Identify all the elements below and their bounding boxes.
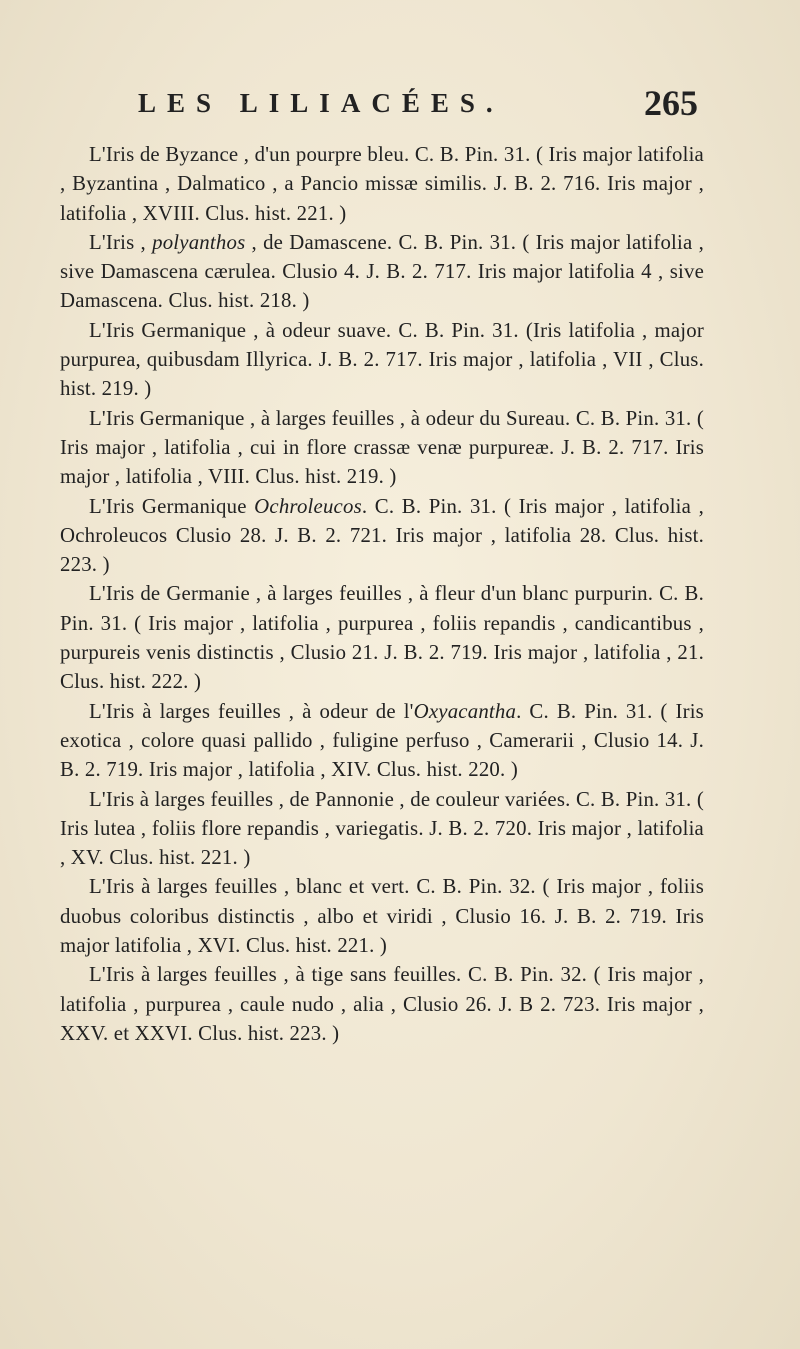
entry-italic-text: Ochroleucos	[254, 494, 362, 518]
iris-entry-3	[60, 316, 704, 404]
entry-text-tail: . C. B. Pin. 31. ( Iris exotica , colore quasi pallido , fuligine perfuso , Camerarii , Clusio 14. J. B. 2. 719. Iris major , latifolia , XIV. Clus. hist. 220. )	[60, 699, 704, 782]
iris-entry-1	[60, 140, 704, 228]
iris-entry-10	[60, 960, 704, 1048]
entry-text: L'Iris de Byzance , d'un pourpre bleu. C. B. Pin. 31. ( Iris major latifolia , Byzantina , Dalmatico , a Pancio missæ similis. J. B. 2. 716. Iris major , latifolia , XVIII. Clus. hist. 221. )	[60, 143, 704, 225]
iris-entry-9	[60, 872, 704, 960]
iris-entry-7	[60, 697, 704, 785]
entry-text: L'Iris Germanique , à odeur suave. C. B. Pin. 31. (Iris latifolia , major purpurea, quibusdam Illyrica. J. B. 2. 717. Iris major , latifolia , VII , Clus. hist. 219. )	[60, 318, 704, 401]
iris-entry-5	[60, 492, 704, 580]
entry-text: L'Iris à larges feuilles , à tige sans feuilles. C. B. Pin. 32. ( Iris major , latifolia , purpurea , caule nudo , alia , Clusio 26. J. B 2. 723. Iris major , XXV. et XXVI. Clus. hist. 223. )	[60, 963, 704, 1045]
iris-entry-4	[60, 404, 704, 492]
entry-text: L'Iris à larges feuilles , blanc et vert. C. B. Pin. 32. ( Iris major , foliis duobus coloribus distinctis , albo et viridi , Clusio 16. J. B. 2. 719. Iris major latifolia , XVI. Clus. hist. 221. )	[60, 875, 704, 958]
iris-entry-8	[60, 785, 704, 873]
page-body	[60, 140, 704, 1048]
entry-text-tail: . C. B. Pin. 31. ( Iris major , latifolia , Ochroleucos Clusio 28. J. B. 2. 721. Iris major , latifolia 28. Clus. hist. 223. )	[60, 494, 704, 577]
running-title: LES LILIACÉES.	[138, 88, 504, 118]
entry-text: L'Iris Germanique , à larges feuilles , à odeur du Sureau. C. B. Pin. 31. ( Iris major , latifolia , cui in flore crassæ venæ purpureæ. J. B. 2. 717. Iris major , latifolia , VIII. Clus. hist. 219. )	[60, 406, 704, 489]
iris-entry-6	[60, 579, 704, 696]
entry-italic-text: Oxyacantha	[413, 699, 517, 723]
running-header	[138, 82, 698, 130]
entry-text: L'Iris ,	[89, 230, 153, 254]
entry-text-tail: , de Damascene. C. B. Pin. 31. ( Iris major latifolia , sive Damascena cærulea. Clusio 4. J. B. 2. 717. Iris major latifolia 4 , sive Damascena. Clus. hist. 218. )	[60, 230, 704, 313]
page-number: 265	[644, 83, 698, 123]
entry-text: L'Iris à larges feuilles , à odeur de l'	[89, 699, 414, 723]
entry-text: L'Iris à larges feuilles , de Pannonie , de couleur variées. C. B. Pin. 31. ( Iris lutea , foliis flore repandis , variegatis. J. B. 2. 720. Iris major , latifolia , XV. Clus. hist. 221. )	[60, 787, 704, 870]
entry-text: L'Iris Germanique	[89, 494, 255, 518]
entry-italic-text: polyanthos	[152, 230, 246, 254]
entry-text: L'Iris de Germanie , à larges feuilles , à fleur d'un blanc purpurin. C. B. Pin. 31. ( Iris major , latifolia , purpurea , foliis repandis , candicantibus , purpureis venis distinctis , Clusio 21. J. B. 2. 719. Iris major , latifolia , 21. Clus. hist. 222. )	[60, 582, 704, 694]
iris-entry-2	[60, 228, 704, 316]
